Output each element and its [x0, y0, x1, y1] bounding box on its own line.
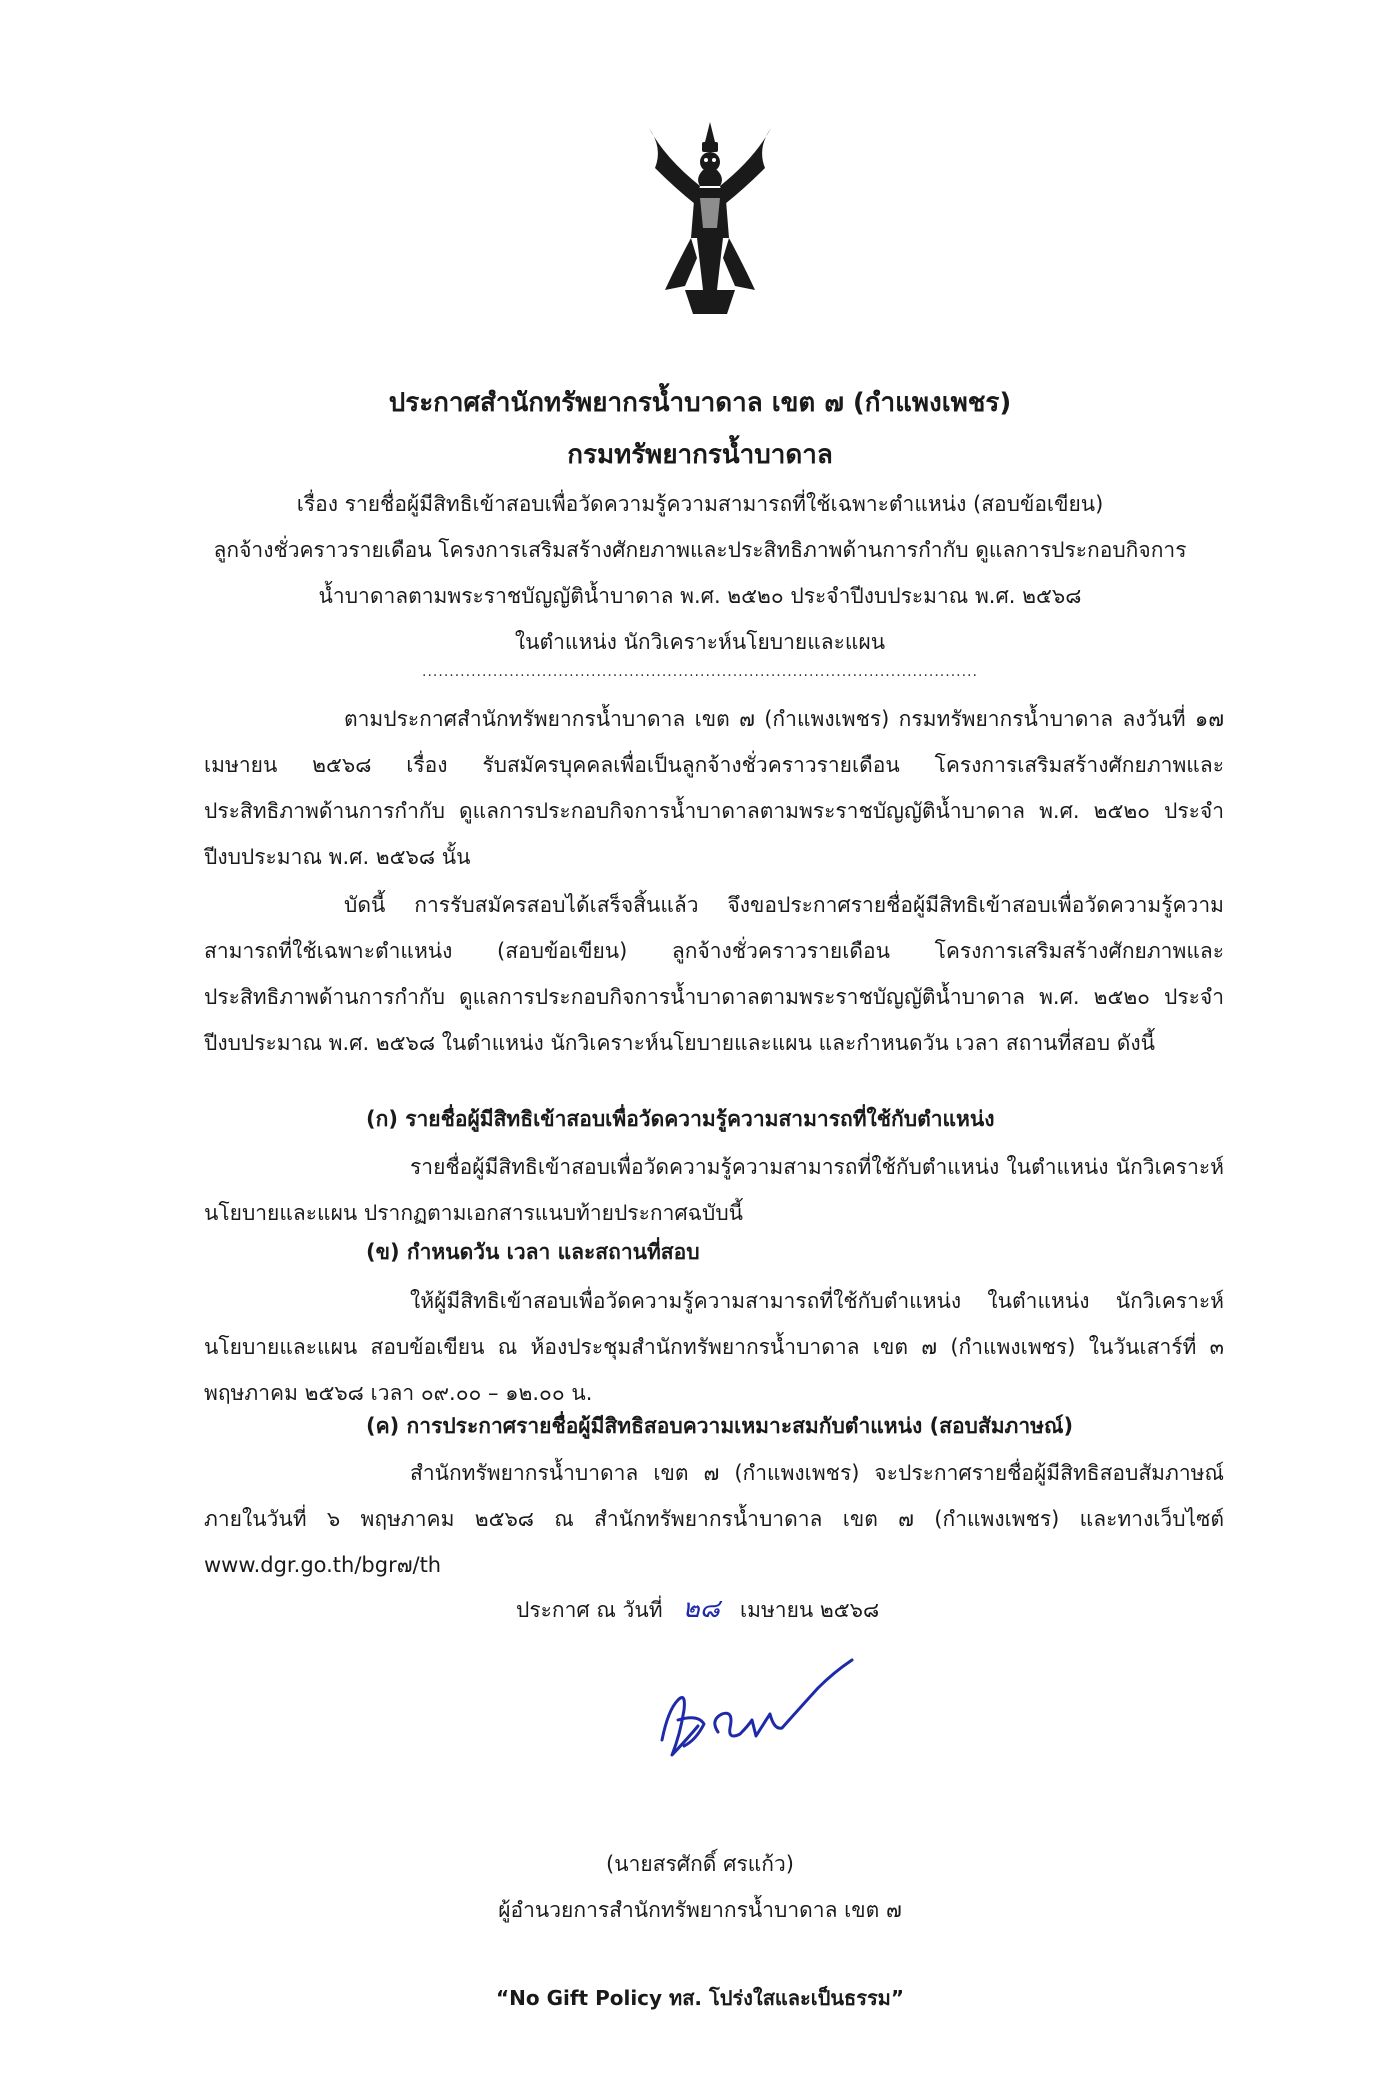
section-a-heading: (ก) รายชื่อผู้มีสิทธิเข้าสอบเพื่อวัดความรู้ความสามารถที่ใช้กับตำแหน่ง — [366, 1107, 995, 1131]
title-line-1: ประกาศสำนักทรัพยากรน้ำบาดาล เขต ๗ (กำแพงเพชร) — [388, 388, 1012, 418]
separator-dots: ...................................................................................................... — [422, 664, 978, 680]
section-c-text: สำนักทรัพยากรน้ำบาดาล เขต ๗ (กำแพงเพชร) จะประกาศรายชื่อผู้มีสิทธิสอบสัมภาษณ์ ภายในวันที่ ๖ พฤษภาคม ๒๕๖๘ ณ สำนักทรัพยากรน้ำบาดาล เขต ๗ (กำแพงเพชร) และทางเว็บไซต์ www.dgr.go.th/bgr๗/th — [204, 1461, 1224, 1577]
section-b-heading: (ข) กำหนดวัน เวลา และสถานที่สอบ — [366, 1240, 700, 1264]
announcement-prefix: ประกาศ ณ วันที่ — [516, 1598, 663, 1622]
announcement-day: ๒๘ — [682, 1594, 720, 1624]
subject-line-3: น้ำบาดาลตามพระราชบัญญัติน้ำบาดาล พ.ศ. ๒๕๒๐ ประจำปีงบประมาณ พ.ศ. ๒๕๖๘ — [318, 584, 1082, 608]
no-gift-policy-footer: “No Gift Policy ทส. โปร่งใสและเป็นธรรม” — [495, 1986, 905, 2010]
title-line-2: กรมทรัพยากรน้ำบาดาล — [567, 440, 833, 470]
body-paragraph-2: บัดนี้ การรับสมัครสอบได้เสร็จสิ้นแล้ว จึงขอประกาศรายชื่อผู้มีสิทธิเข้าสอบเพื่อวัดความรู้ความสามารถที่ใช้เฉพาะตำแหน่ง (สอบข้อเขียน) ลูกจ้างชั่วคราวรายเดือน โครงการเสริมสร้างศักยภาพและประสิทธิภาพด้านการกำกับ ดูแลการประกอบกิจการน้ำบาดาลตามพระราชบัญญัติน้ำบาดาล พ.ศ. ๒๕๒๐ ประจำปีงบประมาณ พ.ศ. ๒๕๖๘ ในตำแหน่ง นักวิเคราะห์นโยบายและแผน และกำหนดวัน เวลา สถานที่สอบ ดังนี้ — [204, 893, 1224, 1055]
announcement-month-year: เมษายน ๒๕๖๘ — [739, 1598, 880, 1622]
section-b-text: ให้ผู้มีสิทธิเข้าสอบเพื่อวัดความรู้ความสามารถที่ใช้กับตำแหน่ง ในตำแหน่ง นักวิเคราะห์นโยบายและแผน สอบข้อเขียน ณ ห้องประชุมสำนักทรัพยากรน้ำบาดาล เขต ๗ (กำแพงเพชร) ในวันเสาร์ที่ ๓ พฤษภาคม ๒๕๖๘ เวลา ๐๙.๐๐ – ๑๒.๐๐ น. — [204, 1289, 1224, 1405]
body-paragraph-1: ตามประกาศสำนักทรัพยากรน้ำบาดาล เขต ๗ (กำแพงเพชร) กรมทรัพยากรน้ำบาดาล ลงวันที่ ๑๗ เมษายน ๒๕๖๘ เรื่อง รับสมัครบุคคลเพื่อเป็นลูกจ้างชั่วคราวรายเดือน โครงการเสริมสร้างศักยภาพและประสิทธิภาพด้านการกำกับ ดูแลการประกอบกิจการน้ำบาดาลตามพระราชบัญญัติน้ำบาดาล พ.ศ. ๒๕๒๐ ประจำปีงบประมาณ พ.ศ. ๒๕๖๘ นั้น — [204, 707, 1224, 869]
section-a-text: รายชื่อผู้มีสิทธิเข้าสอบเพื่อวัดความรู้ความสามารถที่ใช้กับตำแหน่ง ในตำแหน่ง นักวิเคราะห์นโยบายและแผน ปรากฏตามเอกสารแนบท้ายประกาศฉบับนี้ — [204, 1155, 1224, 1225]
signer-position: ผู้อำนวยการสำนักทรัพยากรน้ำบาดาล เขต ๗ — [498, 1898, 902, 1922]
handwritten-signature — [648, 1640, 858, 1780]
signer-name: (นายสรศักดิ์ ศรแก้ว) — [606, 1852, 794, 1876]
announcement-date — [516, 1588, 879, 1629]
garuda-emblem-icon — [645, 118, 775, 318]
subject-line-1: เรื่อง รายชื่อผู้มีสิทธิเข้าสอบเพื่อวัดความรู้ความสามารถที่ใช้เฉพาะตำแหน่ง (สอบข้อเขียน) — [296, 492, 1104, 516]
subject-line-4: ในตำแหน่ง นักวิเคราะห์นโยบายและแผน — [514, 630, 886, 654]
subject-line-2: ลูกจ้างชั่วคราวรายเดือน โครงการเสริมสร้างศักยภาพและประสิทธิภาพด้านการกำกับ ดูแลการประกอบกิจการ — [213, 538, 1187, 562]
section-c-heading: (ค) การประกาศรายชื่อผู้มีสิทธิสอบความเหมาะสมกับตำแหน่ง (สอบสัมภาษณ์) — [366, 1414, 1074, 1438]
